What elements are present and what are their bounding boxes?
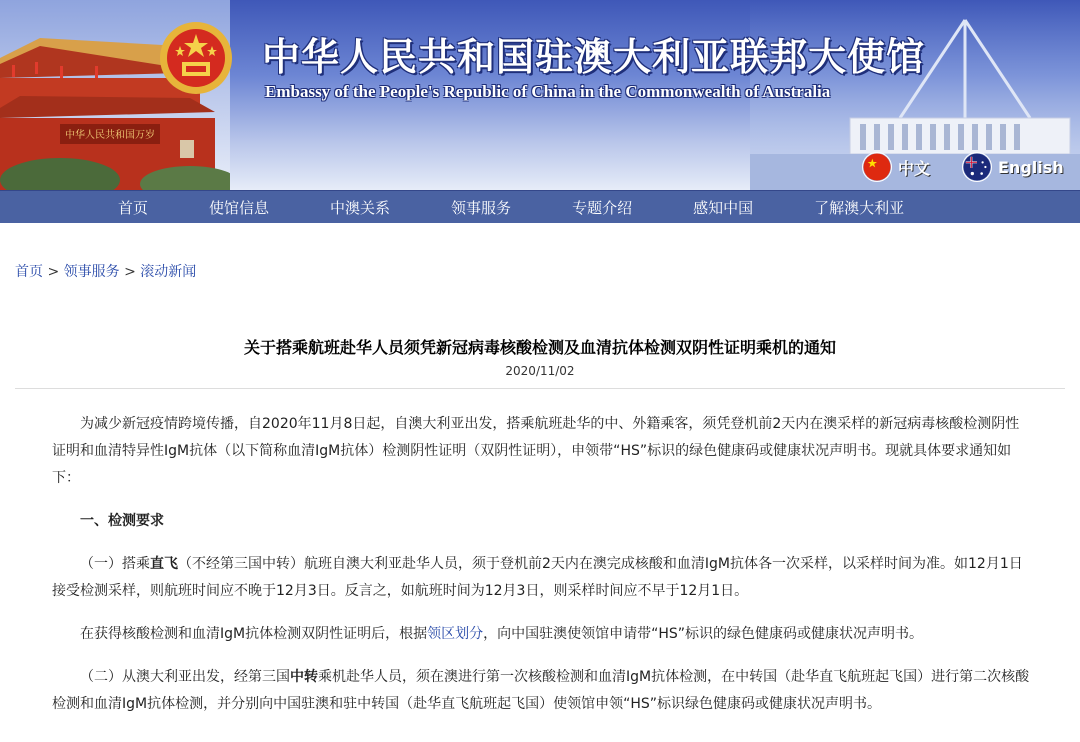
australia-flag-icon: [962, 152, 992, 182]
header-banner: [0, 0, 1080, 190]
title-divider: [15, 388, 1065, 389]
paragraph-intro: 为减少新冠疫情跨境传播，自2020年11月8日起，自澳大利亚出发，搭乘航班赴华的中、外籍乘客，须凭登机前2天内在澳采样的新冠病毒核酸检测阴性证明和血清特异性IgM抗体（以下简称血清IgM抗体）检测阴性证明（双阴性证明），申领带“HS”标识的绿色健康码或健康状况声明书。现就具体要求通知如下：: [52, 416, 1020, 486]
nav-item-about-australia[interactable]: 了解澳大利亚: [814, 198, 905, 217]
breadcrumb-separator: >: [124, 264, 136, 280]
nav-item-china-australia-relations[interactable]: 中澳关系: [330, 198, 391, 217]
language-english-label: English: [998, 157, 1064, 177]
site-title-en: Embassy of the People's Republic of China in the Commonwealth of Australia: [265, 82, 831, 101]
consular-district-link[interactable]: 领区划分: [427, 626, 484, 642]
language-english-link[interactable]: [962, 152, 1064, 182]
text-segment: 在获得核酸检测和血清IgM抗体检测双阴性证明后，根据: [80, 626, 428, 642]
paragraph-transit-flight: [52, 664, 1032, 718]
article-title: 关于搭乘航班赴华人员须凭新冠病毒核酸检测及血清抗体检测双阴性证明乘机的通知: [243, 338, 836, 357]
breadcrumb-home-link[interactable]: 首页: [15, 264, 43, 280]
language-chinese-label: 中文: [898, 158, 931, 178]
article-body: [52, 411, 1032, 734]
article-date: 2020/11/02: [505, 364, 575, 378]
text-bold-transit: 中转: [290, 669, 318, 685]
breadcrumb: [15, 261, 196, 281]
text-segment: ，向中国驻澳使领馆申请带“HS”标识的绿色健康码或健康状况声明书。: [483, 626, 924, 642]
gate-sign-text: 中华人民共和国万岁: [65, 130, 155, 141]
nav-item-embassy-info[interactable]: 使馆信息: [209, 198, 270, 217]
main-nav: [0, 190, 1080, 223]
language-chinese-link[interactable]: [862, 152, 930, 182]
text-segment: （二）从澳大利亚出发，经第三国: [80, 669, 290, 685]
text-bold-direct-flight: 直飞: [150, 556, 178, 572]
breadcrumb-news-link[interactable]: 滚动新闻: [140, 264, 197, 280]
china-flag-icon: [862, 152, 892, 182]
section-heading-testing-requirements: 一、检测要求: [80, 513, 164, 529]
national-emblem-icon: [158, 20, 234, 96]
paragraph-direct-flight: [52, 551, 1032, 605]
nav-item-perceive-china[interactable]: 感知中国: [693, 198, 754, 217]
breadcrumb-separator: >: [47, 264, 60, 280]
text-segment: （不经第三国中转）航班自澳大利亚赴华人员，须于登机前2天内在澳完成核酸和血清IgM抗体各一次采样，以采样时间为准。如12月1日接受检测采样，则航班时间应不晚于12月3日。反言之，如航班时间为12月3日，则采样时间应不早于12月1日。: [52, 556, 1023, 599]
nav-item-features[interactable]: 专题介绍: [572, 198, 633, 217]
site-title-cn: 中华人民共和国驻澳大利亚联邦大使馆: [262, 34, 926, 79]
paragraph-apply-health-code: [52, 621, 1032, 648]
breadcrumb-consular-link[interactable]: 领事服务: [63, 264, 120, 280]
nav-item-consular-services[interactable]: 领事服务: [451, 198, 512, 217]
nav-item-home[interactable]: 首页: [118, 198, 149, 217]
text-segment: 乘机赴华人员，须在澳进行第一次核酸检测和血清IgM抗体检测，在中转国（赴华直飞航班起飞国）进行第二次核酸检测和血清IgM抗体检测，并分别向中国驻澳和驻中转国（赴华直飞航班起飞国）使领馆申领“HS”标识绿色健康码或健康状况声明书。: [52, 669, 1030, 712]
text-segment: （一）搭乘: [80, 556, 150, 572]
